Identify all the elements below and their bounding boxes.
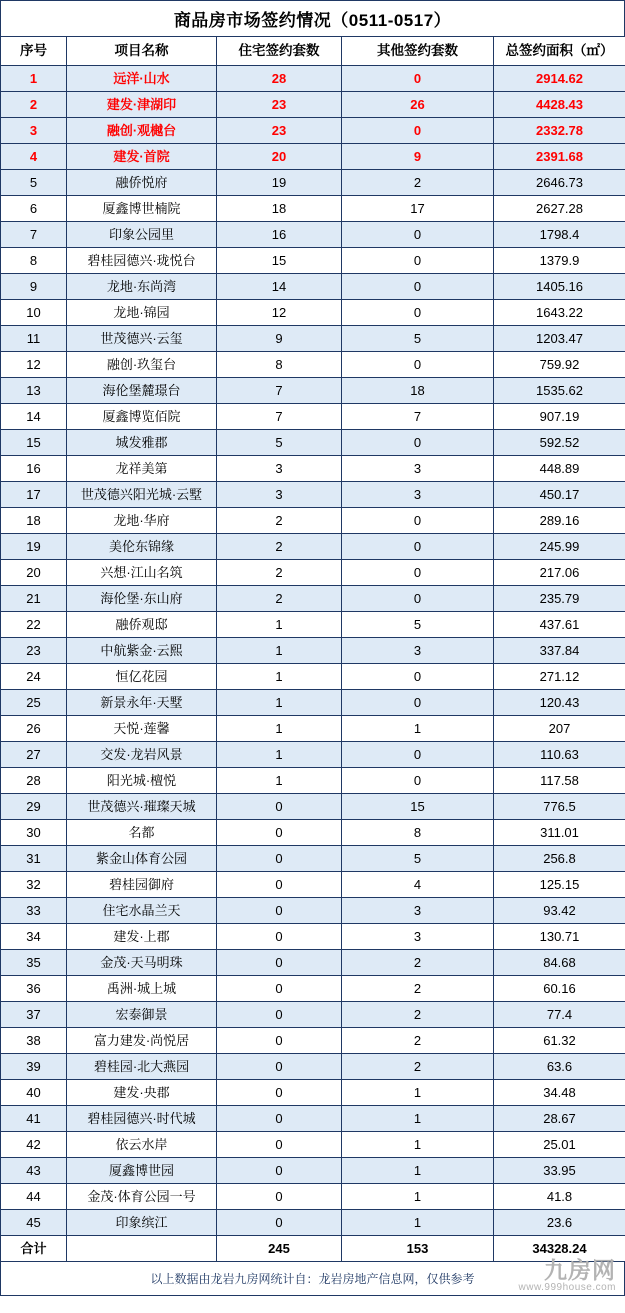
- cell-total-area: 77.4: [494, 1002, 625, 1028]
- cell-residential-count: 2: [217, 508, 342, 534]
- cell-residential-count: 19: [217, 170, 342, 196]
- table-row: [1, 768, 625, 794]
- cell-total-area: 23.6: [494, 1210, 625, 1236]
- cell-other-count: 0: [342, 534, 494, 560]
- cell-other-count: 0: [342, 508, 494, 534]
- cell-no: 32: [1, 872, 67, 898]
- cell-total-area: 33.95: [494, 1158, 625, 1184]
- table-row: [1, 872, 625, 898]
- cell-total-area: 61.32: [494, 1028, 625, 1054]
- cell-project-name: 碧桂园御府: [67, 872, 217, 898]
- cell-other-count: 3: [342, 638, 494, 664]
- cell-no: 39: [1, 1054, 67, 1080]
- table-row: [1, 300, 625, 326]
- table-body: [1, 66, 625, 1262]
- cell-total-area: 311.01: [494, 820, 625, 846]
- cell-total-area: 34.48: [494, 1080, 625, 1106]
- cell-other-count: 2: [342, 1002, 494, 1028]
- cell-no: 43: [1, 1158, 67, 1184]
- cell-no: 33: [1, 898, 67, 924]
- cell-total-area: 450.17: [494, 482, 625, 508]
- cell-other-count: 0: [342, 742, 494, 768]
- cell-total-area: 2627.28: [494, 196, 625, 222]
- cell-no: 16: [1, 456, 67, 482]
- cell-no: 12: [1, 352, 67, 378]
- cell-total-area: 907.19: [494, 404, 625, 430]
- cell-other-count: 0: [342, 768, 494, 794]
- cell-project-name: 建发·央郡: [67, 1080, 217, 1106]
- total-residential-count: 245: [217, 1236, 342, 1262]
- cell-other-count: 2: [342, 1054, 494, 1080]
- report-title-bar: [0, 0, 625, 36]
- col-header-other-count: 其他签约套数: [342, 37, 494, 66]
- cell-no: 38: [1, 1028, 67, 1054]
- table-row: [1, 66, 625, 92]
- cell-residential-count: 0: [217, 872, 342, 898]
- cell-residential-count: 0: [217, 1184, 342, 1210]
- col-header-total-area: 总签约面积（㎡）: [494, 37, 625, 66]
- cell-residential-count: 2: [217, 534, 342, 560]
- cell-project-name: 厦鑫博世楠院: [67, 196, 217, 222]
- cell-residential-count: 0: [217, 950, 342, 976]
- cell-project-name: 建发·津湖印: [67, 92, 217, 118]
- cell-project-name: 兴想·江山名筑: [67, 560, 217, 586]
- cell-total-area: 1203.47: [494, 326, 625, 352]
- total-name: [67, 1236, 217, 1262]
- cell-residential-count: 1: [217, 690, 342, 716]
- cell-project-name: 碧桂园德兴·时代城: [67, 1106, 217, 1132]
- table-row: [1, 612, 625, 638]
- cell-residential-count: 15: [217, 248, 342, 274]
- cell-total-area: 2646.73: [494, 170, 625, 196]
- cell-project-name: 中航紫金·云熙: [67, 638, 217, 664]
- cell-other-count: 9: [342, 144, 494, 170]
- cell-other-count: 5: [342, 326, 494, 352]
- table-row: [1, 1106, 625, 1132]
- table-row: [1, 170, 625, 196]
- cell-residential-count: 0: [217, 846, 342, 872]
- cell-total-area: 1643.22: [494, 300, 625, 326]
- cell-other-count: 0: [342, 560, 494, 586]
- table-row: [1, 846, 625, 872]
- page-title: 商品房市场签约情况（0511-0517）: [173, 11, 452, 30]
- cell-no: 11: [1, 326, 67, 352]
- site-watermark: [519, 1259, 617, 1293]
- cell-residential-count: 0: [217, 1106, 342, 1132]
- cell-total-area: 245.99: [494, 534, 625, 560]
- cell-no: 9: [1, 274, 67, 300]
- table-row: [1, 1028, 625, 1054]
- cell-project-name: 阳光城·檀悦: [67, 768, 217, 794]
- footnote-bar: [0, 1257, 625, 1296]
- cell-total-area: 28.67: [494, 1106, 625, 1132]
- cell-total-area: 776.5: [494, 794, 625, 820]
- cell-other-count: 1: [342, 1106, 494, 1132]
- table-row: [1, 586, 625, 612]
- cell-total-area: 41.8: [494, 1184, 625, 1210]
- table-row: [1, 1132, 625, 1158]
- cell-other-count: 2: [342, 976, 494, 1002]
- cell-project-name: 海伦堡麓璟台: [67, 378, 217, 404]
- cell-no: 34: [1, 924, 67, 950]
- cell-other-count: 3: [342, 924, 494, 950]
- cell-project-name: 金茂·天马明珠: [67, 950, 217, 976]
- watermark-url: www.999house.com: [518, 1282, 616, 1293]
- cell-other-count: 26: [342, 92, 494, 118]
- table-row: [1, 976, 625, 1002]
- cell-project-name: 金茂·体育公园一号: [67, 1184, 217, 1210]
- col-header-no: 序号: [1, 37, 67, 66]
- cell-project-name: 碧桂园·北大燕园: [67, 1054, 217, 1080]
- cell-residential-count: 1: [217, 638, 342, 664]
- cell-total-area: 2332.78: [494, 118, 625, 144]
- cell-total-area: 117.58: [494, 768, 625, 794]
- table-row: [1, 820, 625, 846]
- table-row: [1, 144, 625, 170]
- cell-residential-count: 9: [217, 326, 342, 352]
- cell-project-name: 交发·龙岩风景: [67, 742, 217, 768]
- cell-project-name: 厦鑫博览佰院: [67, 404, 217, 430]
- cell-no: 19: [1, 534, 67, 560]
- cell-project-name: 美伦东锦缘: [67, 534, 217, 560]
- table-row: [1, 196, 625, 222]
- cell-residential-count: 14: [217, 274, 342, 300]
- cell-no: 25: [1, 690, 67, 716]
- cell-total-area: 93.42: [494, 898, 625, 924]
- cell-other-count: 1: [342, 1184, 494, 1210]
- cell-residential-count: 8: [217, 352, 342, 378]
- cell-residential-count: 7: [217, 404, 342, 430]
- cell-other-count: 0: [342, 664, 494, 690]
- cell-other-count: 8: [342, 820, 494, 846]
- cell-project-name: 禹洲·城上城: [67, 976, 217, 1002]
- table-row: [1, 1210, 625, 1236]
- cell-project-name: 海伦堡·东山府: [67, 586, 217, 612]
- cell-residential-count: 23: [217, 92, 342, 118]
- cell-no: 30: [1, 820, 67, 846]
- cell-residential-count: 20: [217, 144, 342, 170]
- cell-no: 8: [1, 248, 67, 274]
- table-row: [1, 1002, 625, 1028]
- cell-no: 29: [1, 794, 67, 820]
- cell-other-count: 0: [342, 118, 494, 144]
- cell-no: 14: [1, 404, 67, 430]
- cell-no: 31: [1, 846, 67, 872]
- cell-no: 3: [1, 118, 67, 144]
- cell-project-name: 建发·上郡: [67, 924, 217, 950]
- total-area: 34328.24: [494, 1236, 625, 1262]
- cell-no: 37: [1, 1002, 67, 1028]
- cell-other-count: 0: [342, 274, 494, 300]
- cell-total-area: 759.92: [494, 352, 625, 378]
- cell-residential-count: 0: [217, 1132, 342, 1158]
- cell-total-area: 130.71: [494, 924, 625, 950]
- cell-project-name: 龙地·华府: [67, 508, 217, 534]
- cell-total-area: 2391.68: [494, 144, 625, 170]
- table-row: [1, 456, 625, 482]
- cell-total-area: 1405.16: [494, 274, 625, 300]
- cell-other-count: 0: [342, 430, 494, 456]
- table-row: [1, 1158, 625, 1184]
- cell-residential-count: 1: [217, 612, 342, 638]
- cell-residential-count: 23: [217, 118, 342, 144]
- cell-total-area: 120.43: [494, 690, 625, 716]
- cell-residential-count: 28: [217, 66, 342, 92]
- cell-residential-count: 1: [217, 664, 342, 690]
- table-row: [1, 1184, 625, 1210]
- total-other-count: 153: [342, 1236, 494, 1262]
- cell-project-name: 印象缤江: [67, 1210, 217, 1236]
- cell-other-count: 2: [342, 170, 494, 196]
- cell-project-name: 融创·观樾台: [67, 118, 217, 144]
- cell-other-count: 0: [342, 300, 494, 326]
- table-row: [1, 1054, 625, 1080]
- cell-residential-count: 16: [217, 222, 342, 248]
- cell-project-name: 住宅水晶兰天: [67, 898, 217, 924]
- cell-total-area: 217.06: [494, 560, 625, 586]
- col-header-residential-count: 住宅签约套数: [217, 37, 342, 66]
- cell-project-name: 世茂德兴·云玺: [67, 326, 217, 352]
- cell-total-area: 256.8: [494, 846, 625, 872]
- cell-project-name: 厦鑫博世园: [67, 1158, 217, 1184]
- cell-project-name: 远洋·山水: [67, 66, 217, 92]
- cell-project-name: 印象公园里: [67, 222, 217, 248]
- cell-no: 21: [1, 586, 67, 612]
- cell-residential-count: 0: [217, 820, 342, 846]
- cell-residential-count: 0: [217, 898, 342, 924]
- cell-no: 40: [1, 1080, 67, 1106]
- cell-project-name: 龙地·锦园: [67, 300, 217, 326]
- cell-total-area: 1798.4: [494, 222, 625, 248]
- table-row: [1, 482, 625, 508]
- cell-no: 28: [1, 768, 67, 794]
- cell-residential-count: 3: [217, 482, 342, 508]
- cell-other-count: 3: [342, 898, 494, 924]
- cell-no: 36: [1, 976, 67, 1002]
- cell-other-count: 4: [342, 872, 494, 898]
- col-header-project-name: 项目名称: [67, 37, 217, 66]
- cell-other-count: 7: [342, 404, 494, 430]
- table-row: [1, 898, 625, 924]
- cell-other-count: 0: [342, 222, 494, 248]
- cell-residential-count: 0: [217, 1002, 342, 1028]
- table-row: [1, 430, 625, 456]
- cell-residential-count: 1: [217, 768, 342, 794]
- cell-total-area: 25.01: [494, 1132, 625, 1158]
- cell-other-count: 1: [342, 1158, 494, 1184]
- cell-project-name: 世茂德兴·璀璨天城: [67, 794, 217, 820]
- cell-no: 13: [1, 378, 67, 404]
- cell-project-name: 宏泰御景: [67, 1002, 217, 1028]
- footnote-text: 以上数据由龙岩九房网统计自：龙岩房地产信息网，仅供参考: [150, 1272, 475, 1286]
- cell-residential-count: 7: [217, 378, 342, 404]
- table-row: [1, 716, 625, 742]
- cell-no: 2: [1, 92, 67, 118]
- table-row: [1, 534, 625, 560]
- cell-residential-count: 3: [217, 456, 342, 482]
- table-row: [1, 664, 625, 690]
- cell-total-area: 60.16: [494, 976, 625, 1002]
- cell-no: 45: [1, 1210, 67, 1236]
- table-header-row: [1, 37, 625, 66]
- table-row: [1, 248, 625, 274]
- cell-no: 1: [1, 66, 67, 92]
- table-row: [1, 404, 625, 430]
- cell-other-count: 2: [342, 950, 494, 976]
- cell-no: 41: [1, 1106, 67, 1132]
- cell-residential-count: 0: [217, 1028, 342, 1054]
- cell-residential-count: 0: [217, 1054, 342, 1080]
- cell-project-name: 融侨观邸: [67, 612, 217, 638]
- cell-no: 35: [1, 950, 67, 976]
- cell-no: 7: [1, 222, 67, 248]
- cell-project-name: 融侨悦府: [67, 170, 217, 196]
- cell-project-name: 城发雅郡: [67, 430, 217, 456]
- cell-project-name: 龙地·东尚湾: [67, 274, 217, 300]
- cell-other-count: 17: [342, 196, 494, 222]
- table-row: [1, 118, 625, 144]
- cell-project-name: 恒亿花园: [67, 664, 217, 690]
- cell-residential-count: 18: [217, 196, 342, 222]
- cell-project-name: 紫金山体育公园: [67, 846, 217, 872]
- cell-no: 6: [1, 196, 67, 222]
- cell-residential-count: 12: [217, 300, 342, 326]
- cell-other-count: 2: [342, 1028, 494, 1054]
- cell-total-area: 4428.43: [494, 92, 625, 118]
- cell-total-area: 1535.62: [494, 378, 625, 404]
- table-row: [1, 222, 625, 248]
- cell-residential-count: 2: [217, 560, 342, 586]
- table-row: [1, 508, 625, 534]
- table-row: [1, 274, 625, 300]
- cell-other-count: 0: [342, 66, 494, 92]
- cell-total-area: 125.15: [494, 872, 625, 898]
- cell-no: 4: [1, 144, 67, 170]
- table-row: [1, 92, 625, 118]
- cell-project-name: 天悦·莲馨: [67, 716, 217, 742]
- cell-residential-count: 0: [217, 1210, 342, 1236]
- cell-total-area: 235.79: [494, 586, 625, 612]
- cell-project-name: 世茂德兴阳光城·云墅: [67, 482, 217, 508]
- cell-no: 5: [1, 170, 67, 196]
- cell-no: 26: [1, 716, 67, 742]
- cell-total-area: 271.12: [494, 664, 625, 690]
- cell-residential-count: 0: [217, 1080, 342, 1106]
- cell-other-count: 5: [342, 846, 494, 872]
- cell-project-name: 融创·玖玺台: [67, 352, 217, 378]
- cell-project-name: 龙祥美第: [67, 456, 217, 482]
- cell-other-count: 1: [342, 1210, 494, 1236]
- cell-other-count: 1: [342, 716, 494, 742]
- cell-project-name: 建发·首院: [67, 144, 217, 170]
- cell-no: 10: [1, 300, 67, 326]
- cell-project-name: 新景永年·天墅: [67, 690, 217, 716]
- cell-total-area: 592.52: [494, 430, 625, 456]
- cell-total-area: 1379.9: [494, 248, 625, 274]
- table-row: [1, 924, 625, 950]
- cell-total-area: 289.16: [494, 508, 625, 534]
- table-row: [1, 326, 625, 352]
- cell-project-name: 名都: [67, 820, 217, 846]
- cell-residential-count: 1: [217, 716, 342, 742]
- total-label: 合计: [1, 1236, 67, 1262]
- cell-other-count: 3: [342, 482, 494, 508]
- cell-residential-count: 2: [217, 586, 342, 612]
- cell-residential-count: 5: [217, 430, 342, 456]
- table-row: [1, 352, 625, 378]
- table-row: [1, 690, 625, 716]
- cell-residential-count: 0: [217, 1158, 342, 1184]
- cell-no: 24: [1, 664, 67, 690]
- cell-project-name: 依云水岸: [67, 1132, 217, 1158]
- cell-no: 23: [1, 638, 67, 664]
- table-total-row: [1, 1236, 625, 1262]
- cell-other-count: 1: [342, 1132, 494, 1158]
- table-row: [1, 950, 625, 976]
- cell-no: 42: [1, 1132, 67, 1158]
- cell-total-area: 110.63: [494, 742, 625, 768]
- cell-other-count: 0: [342, 248, 494, 274]
- cell-total-area: 448.89: [494, 456, 625, 482]
- cell-residential-count: 0: [217, 794, 342, 820]
- cell-other-count: 18: [342, 378, 494, 404]
- cell-other-count: 0: [342, 586, 494, 612]
- watermark-brand: 九房网: [544, 1257, 616, 1283]
- table-row: [1, 742, 625, 768]
- table-row: [1, 378, 625, 404]
- cell-no: 20: [1, 560, 67, 586]
- table-row: [1, 638, 625, 664]
- table-row: [1, 1080, 625, 1106]
- cell-total-area: 207: [494, 716, 625, 742]
- cell-other-count: 0: [342, 352, 494, 378]
- cell-project-name: 富力建发·尚悦居: [67, 1028, 217, 1054]
- cell-residential-count: 0: [217, 976, 342, 1002]
- cell-project-name: 碧桂园德兴·珑悦台: [67, 248, 217, 274]
- cell-residential-count: 0: [217, 924, 342, 950]
- cell-no: 18: [1, 508, 67, 534]
- cell-other-count: 5: [342, 612, 494, 638]
- cell-total-area: 2914.62: [494, 66, 625, 92]
- cell-other-count: 1: [342, 1080, 494, 1106]
- cell-total-area: 437.61: [494, 612, 625, 638]
- cell-no: 27: [1, 742, 67, 768]
- cell-no: 15: [1, 430, 67, 456]
- cell-total-area: 84.68: [494, 950, 625, 976]
- signing-table: [0, 36, 625, 1262]
- table-row: [1, 794, 625, 820]
- cell-no: 44: [1, 1184, 67, 1210]
- table-row: [1, 560, 625, 586]
- cell-other-count: 15: [342, 794, 494, 820]
- cell-total-area: 63.6: [494, 1054, 625, 1080]
- cell-other-count: 0: [342, 690, 494, 716]
- cell-total-area: 337.84: [494, 638, 625, 664]
- cell-other-count: 3: [342, 456, 494, 482]
- cell-residential-count: 1: [217, 742, 342, 768]
- cell-no: 17: [1, 482, 67, 508]
- cell-no: 22: [1, 612, 67, 638]
